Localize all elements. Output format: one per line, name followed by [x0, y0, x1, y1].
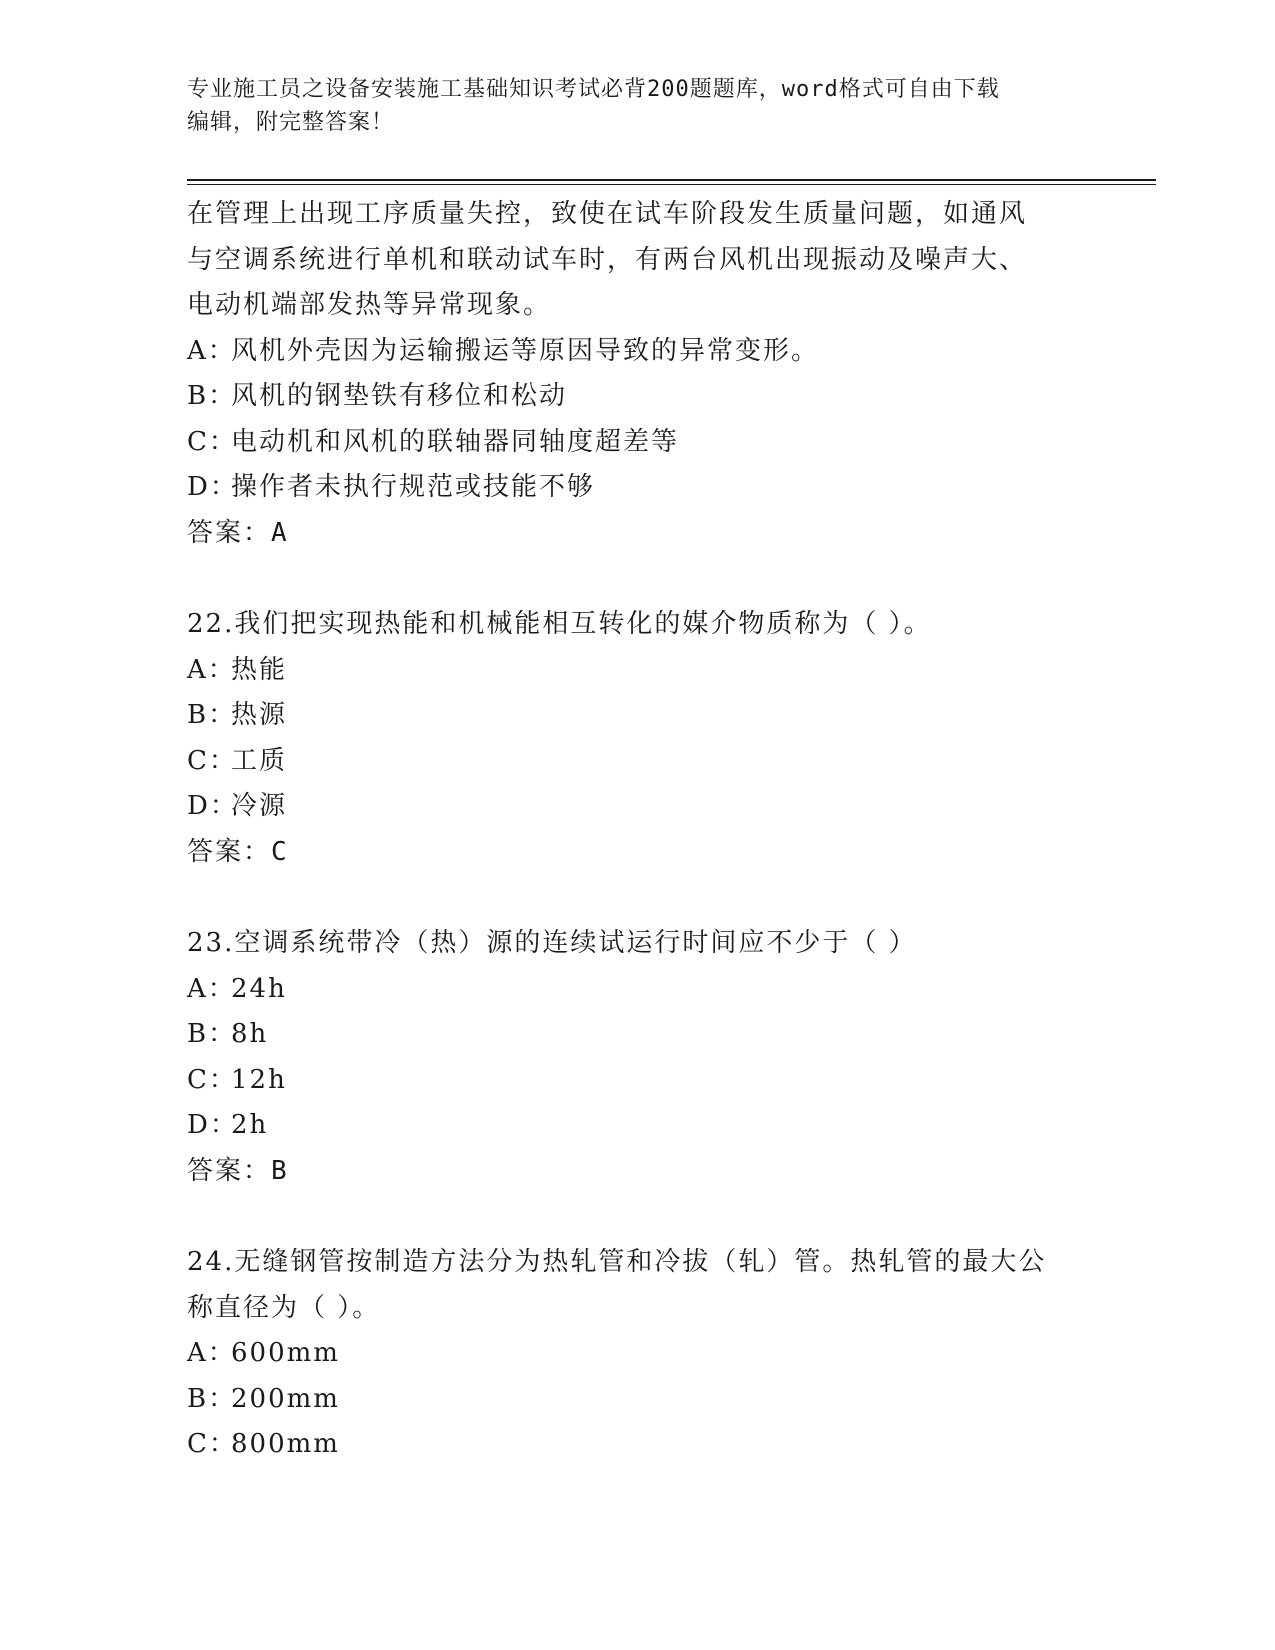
option-c — [187, 1058, 1087, 1104]
answer-line: 答案：A — [187, 517, 289, 548]
question-block-24 — [187, 1240, 1087, 1468]
question-block-21 — [187, 192, 1087, 556]
option-text: 工质 — [231, 745, 288, 776]
option-key: A： — [187, 654, 236, 685]
option-key: B： — [187, 700, 237, 730]
document-header — [187, 73, 1087, 139]
option-text: 热能 — [231, 654, 288, 685]
option-text: 风机外壳因为运输搬运等原因导致的异常变形。 — [231, 335, 820, 366]
header-line-1: 专业施工员之设备安装施工基础知识考试必背200题题库，word格式可自由下载 — [187, 77, 1000, 102]
option-c — [187, 739, 1087, 785]
option-text: 冷源 — [231, 791, 288, 821]
spacer — [187, 556, 1087, 602]
option-c — [187, 420, 1087, 466]
option-key: C： — [187, 1064, 237, 1095]
header-line-2: 编辑，附完整答案！ — [187, 110, 395, 135]
question-block-22 — [187, 602, 1087, 875]
option-a — [187, 967, 1087, 1013]
option-a — [187, 1331, 1087, 1377]
question-stem-line: 22.我们把实现热能和机械能相互转化的媒介物质称为（ ）。 — [187, 609, 932, 639]
question-stem-line: 24.无缝钢管按制造方法分为热轧管和冷拔（轧）管。热轧管的最大公 — [187, 1247, 1047, 1277]
option-text: 8h — [231, 1019, 269, 1049]
option-d — [187, 1103, 1087, 1149]
option-text: 200mm — [231, 1383, 340, 1414]
option-text: 12h — [231, 1064, 287, 1095]
option-key: B： — [187, 1383, 237, 1414]
option-b — [187, 1012, 1087, 1058]
header-divider-thin — [187, 184, 1156, 185]
option-key: A： — [187, 335, 236, 366]
spacer — [187, 875, 1087, 921]
option-b — [187, 1377, 1087, 1423]
option-text: 600mm — [231, 1338, 340, 1368]
option-a — [187, 329, 1087, 375]
option-text: 操作者未执行规范或技能不够 — [231, 472, 596, 502]
spacer — [187, 1194, 1087, 1240]
answer-line: 答案：B — [187, 1155, 289, 1186]
option-key: D： — [187, 791, 238, 821]
question-stem-line: 与空调系统进行单机和联动试车时，有两台风机出现振动及噪声大、 — [187, 244, 1028, 275]
option-text: 800mm — [231, 1429, 340, 1459]
option-text: 热源 — [231, 700, 288, 730]
option-key: D： — [187, 472, 238, 502]
question-list — [187, 192, 1087, 1468]
option-key: C： — [187, 1429, 237, 1459]
option-b — [187, 374, 1087, 420]
question-stem-line: 在管理上出现工序质量失控，致使在试车阶段发生质量问题，如通风 — [187, 199, 1028, 229]
option-key: D： — [187, 1110, 238, 1140]
option-key: A： — [187, 973, 236, 1004]
option-d — [187, 465, 1087, 511]
option-text: 风机的钢垫铁有移位和松动 — [231, 381, 568, 411]
option-text: 电动机和风机的联轴器同轴度超差等 — [231, 426, 680, 457]
answer-line: 答案：C — [187, 836, 289, 867]
question-block-23 — [187, 921, 1087, 1194]
option-key: A： — [187, 1338, 236, 1368]
question-stem-line: 23.空调系统带冷（热）源的连续试运行时间应不少于（ ） — [187, 928, 917, 958]
question-stem-line: 称直径为（ ）。 — [187, 1292, 381, 1323]
option-key: B： — [187, 381, 237, 411]
option-c — [187, 1422, 1087, 1468]
header-divider-thick — [187, 179, 1156, 181]
option-key: C： — [187, 745, 237, 776]
option-a — [187, 648, 1087, 694]
option-d — [187, 784, 1087, 830]
question-stem-line: 电动机端部发热等异常现象。 — [187, 290, 552, 320]
option-text: 2h — [231, 1110, 269, 1140]
option-text: 24h — [231, 973, 287, 1004]
option-key: B： — [187, 1019, 237, 1049]
option-key: C： — [187, 426, 237, 457]
option-b — [187, 693, 1087, 739]
